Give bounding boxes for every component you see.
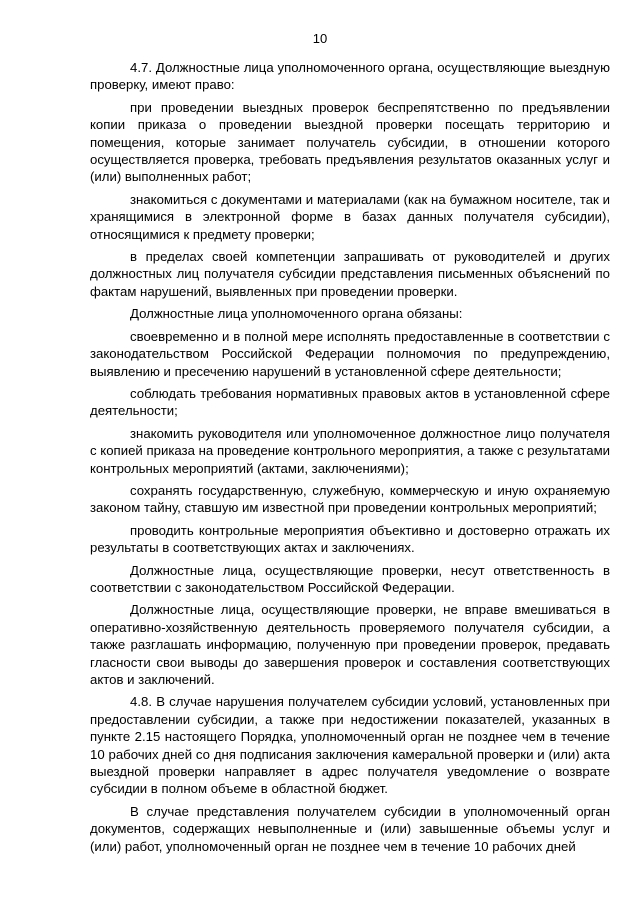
- paragraph-request-explanations: в пределах своей компетенции запрашивать от руководителей и других должностных лиц получателя субсидии представления письменных объяснений по фактам нарушений, выявленных при проведении проверки.: [90, 249, 610, 299]
- document-body: [90, 59, 610, 860]
- paragraph-responsibility: Должностные лица, осуществляющие проверки, несут ответственность в соответствии с законодательством Российской Федерации.: [90, 562, 610, 595]
- paragraph-non-interference: Должностные лица, осуществляющие проверки, не вправе вмешиваться в оперативно-хозяйственную деятельность проверяемого получателя субсидии, а также разглашать информацию, полученную при проведении проверок, предавать гласности свои выводы до завершения проверок и составления соответствующих актов и заключений.: [90, 602, 610, 687]
- paragraph-obligations-heading: Должностные лица уполномоченного органа обязаны:: [130, 306, 463, 322]
- paragraph-onsite-access: при проведении выездных проверок беспрепятственно по предъявлении копии приказа о проведении выездной проверки посещать территорию и помещения, которые занимает получатель субсидии, в отношении которого осуществляется проверка, требовать предъявления результатов оказанных услуг и (или) выполненных работ;: [90, 99, 610, 185]
- paragraph-exercise-powers: своевременно и в полной мере исполнять предоставленные в соответствии с законодательством Российской Федерации полномочия по предупреждению, выявлению и пресечению нарушений в установленной сфере деятельности;: [90, 328, 610, 379]
- paragraph-keep-secrets: сохранять государственную, служебную, коммерческую и иную охраняемую законом тайну, ставшую им известной при проведении контрольных мероприятий;: [90, 482, 610, 516]
- page-number: 10: [312, 31, 328, 46]
- paragraph-4-7-rights: 4.7. Должностные лица уполномоченного органа, осуществляющие выездную проверку, имеют право:: [90, 60, 610, 93]
- paragraph-objective-control: проводить контрольные мероприятия объективно и достоверно отражать их результаты в соответствующих актах и заключениях.: [90, 522, 610, 556]
- paragraph-documents-review: знакомиться с документами и материалами (как на бумажном носителе, так и хранящимися в электронной форме в базах данных получателя субсидии), относящимися к предмету проверки;: [90, 191, 610, 242]
- paragraph-inform-manager: знакомить руководителя или уполномоченное должностное лицо получателя с копией приказа на проведение контрольного мероприятия, а также с результатами контрольных мероприятий (актами, заключениями);: [90, 425, 610, 476]
- paragraph-4-8-violation: 4.8. В случае нарушения получателем субсидии условий, установленных при предоставлении субсидии, а также при недостижении показателей, указанных в пункте 2.15 настоящего Порядка, уполномоченный орган не позднее чем в течение 10 рабочих дней со дня подписания заключения камеральной проверки и (или) акта выездной проверки направляет в адрес получателя уведомление о возврате субсидии в полном объеме в областной бюджет.: [90, 694, 610, 797]
- paragraph-comply-requirements: соблюдать требования нормативных правовых актов в установленной сфере деятельности;: [90, 385, 610, 419]
- paragraph-inflated-volumes: В случае представления получателем субсидии в уполномоченный орган документов, содержащих невыполненные и (или) завышенные объемы услуг и (или) работ, уполномоченный орган не позднее чем в течение 10 рабочих дней: [90, 803, 610, 854]
